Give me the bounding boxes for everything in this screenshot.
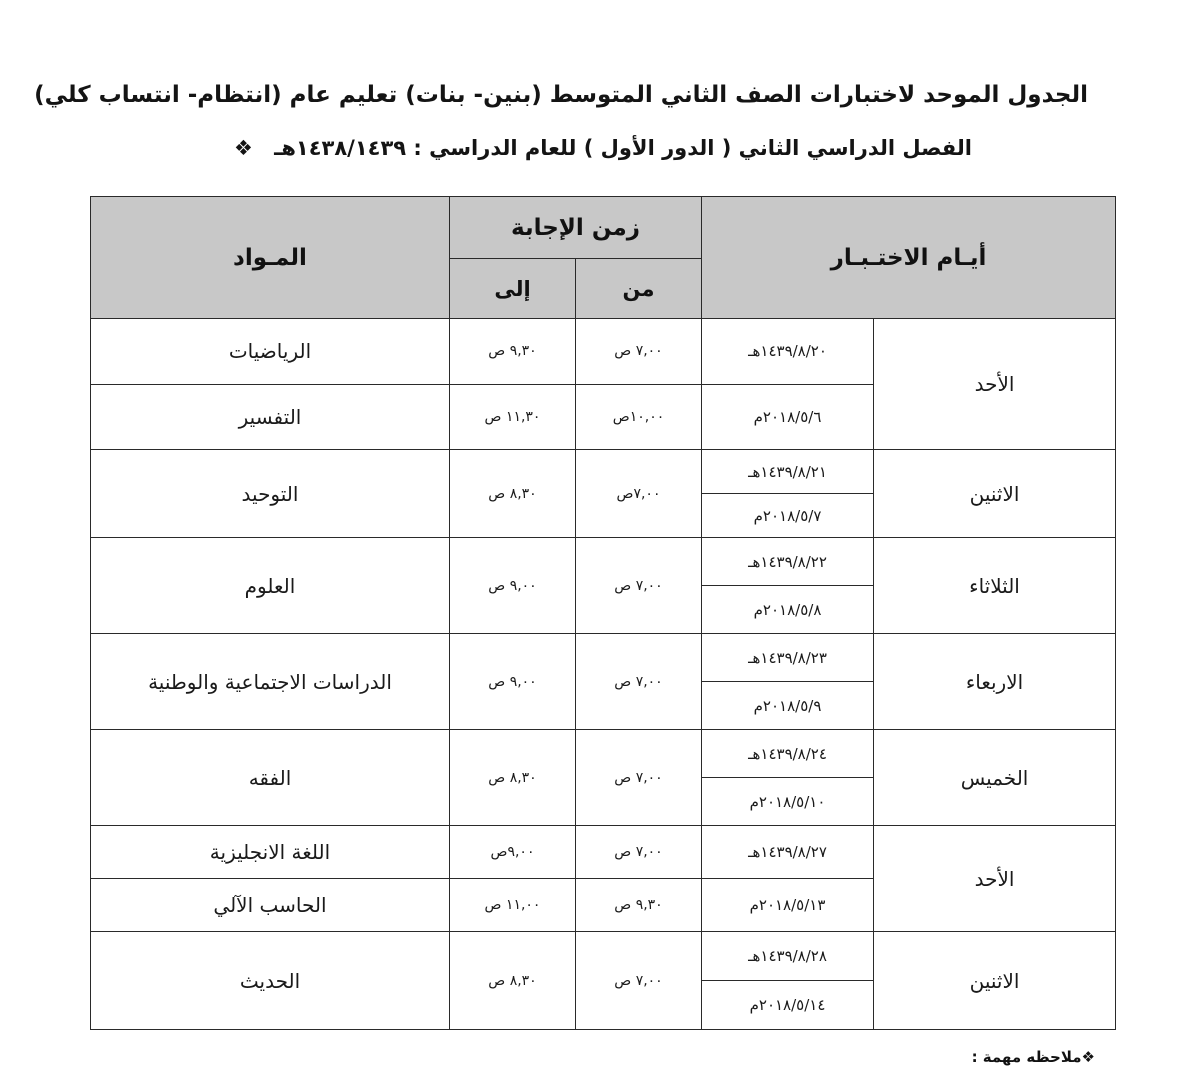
time-from: ٧,٠٠ ص — [576, 730, 702, 826]
time-from: ٧,٠٠ ص — [576, 634, 702, 730]
time-from: ٧,٠٠ ص — [576, 319, 702, 385]
subject-name: التوحيد — [91, 450, 450, 538]
date-gregorian: ٢٠١٨/٥/٧م — [702, 494, 874, 538]
time-to: ٨,٣٠ ص — [450, 730, 576, 826]
header-answer-time: زمن الإجابة — [450, 197, 702, 259]
time-to: ٩,٠٠ص — [450, 826, 576, 879]
time-from: ٧,٠٠ ص — [576, 538, 702, 634]
subject-name: الحديث — [91, 932, 450, 1030]
date-hijri: ١٤٣٩/٨/٢٤هـ — [702, 730, 874, 778]
important-note: ❖ملاحظه مهمة : — [971, 1048, 1095, 1066]
day-name: الاربعاء — [874, 634, 1116, 730]
day-name: الاثنين — [874, 450, 1116, 538]
header-to: إلى — [450, 259, 576, 319]
table-row — [91, 319, 1116, 385]
date-gregorian: ٢٠١٨/٥/١٤م — [702, 981, 874, 1030]
title-line-2-text: الفصل الدراسي الثاني ( الدور الأول ) للعام الدراسي : ١٤٣٨/١٤٣٩هـ — [274, 136, 972, 160]
time-to: ٩,٠٠ ص — [450, 538, 576, 634]
schedule-body — [91, 319, 1116, 1030]
table-row — [91, 538, 1116, 586]
date-hijri: ١٤٣٩/٨/٢٠هـ — [702, 319, 874, 385]
time-to: ١١,٠٠ ص — [450, 879, 576, 932]
time-to: ١١,٣٠ ص — [450, 384, 576, 450]
table-row — [91, 634, 1116, 682]
day-name: الثلاثاء — [874, 538, 1116, 634]
time-from: ٧,٠٠ ص — [576, 826, 702, 879]
date-gregorian: ٢٠١٨/٥/٨م — [702, 586, 874, 634]
time-to: ٩,٠٠ ص — [450, 634, 576, 730]
time-from: ٧,٠٠ص — [576, 450, 702, 538]
date-hijri: ١٤٣٩/٨/٢٨هـ — [702, 932, 874, 981]
header-from: من — [576, 259, 702, 319]
time-to: ٨,٣٠ ص — [450, 450, 576, 538]
day-name: الخميس — [874, 730, 1116, 826]
exam-schedule-table — [90, 196, 1116, 1030]
time-from: ١٠,٠٠ص — [576, 384, 702, 450]
time-to: ٨,٣٠ ص — [450, 932, 576, 1030]
subject-name: الدراسات الاجتماعية والوطنية — [91, 634, 450, 730]
header-subjects: المـواد — [91, 197, 450, 319]
table-row — [91, 826, 1116, 879]
date-hijri: ١٤٣٩/٨/٢٧هـ — [702, 826, 874, 879]
subject-name: اللغة الانجليزية — [91, 826, 450, 879]
title-line-2 — [234, 136, 972, 160]
date-hijri: ١٤٣٩/٨/٢٢هـ — [702, 538, 874, 586]
table-row — [91, 450, 1116, 494]
date-hijri: ١٤٣٩/٨/٢٣هـ — [702, 634, 874, 682]
date-gregorian: ٢٠١٨/٥/٦م — [702, 384, 874, 450]
day-name: الأحد — [874, 319, 1116, 450]
date-hijri: ١٤٣٩/٨/٢١هـ — [702, 450, 874, 494]
subject-name: الرياضيات — [91, 319, 450, 385]
subject-name: الفقه — [91, 730, 450, 826]
day-name: الاثنين — [874, 932, 1116, 1030]
subject-name: الحاسب الآلي — [91, 879, 450, 932]
subject-name: التفسير — [91, 384, 450, 450]
table-row — [91, 730, 1116, 778]
diamond-icon: ❖ — [234, 136, 253, 160]
title-line-1: الجدول الموحد لاختبارات الصف الثاني المتوسط (بنين- بنات) تعليم عام (انتظام- انتساب كلي) — [34, 82, 1088, 108]
date-gregorian: ٢٠١٨/٥/١٣م — [702, 879, 874, 932]
date-gregorian: ٢٠١٨/٥/٩م — [702, 682, 874, 730]
subject-name: العلوم — [91, 538, 450, 634]
table-row — [91, 932, 1116, 981]
header-days: أيـام الاختـبـار — [702, 197, 1116, 319]
time-from: ٩,٣٠ ص — [576, 879, 702, 932]
time-from: ٧,٠٠ ص — [576, 932, 702, 1030]
time-to: ٩,٣٠ ص — [450, 319, 576, 385]
date-gregorian: ٢٠١٨/٥/١٠م — [702, 778, 874, 826]
day-name: الأحد — [874, 826, 1116, 932]
